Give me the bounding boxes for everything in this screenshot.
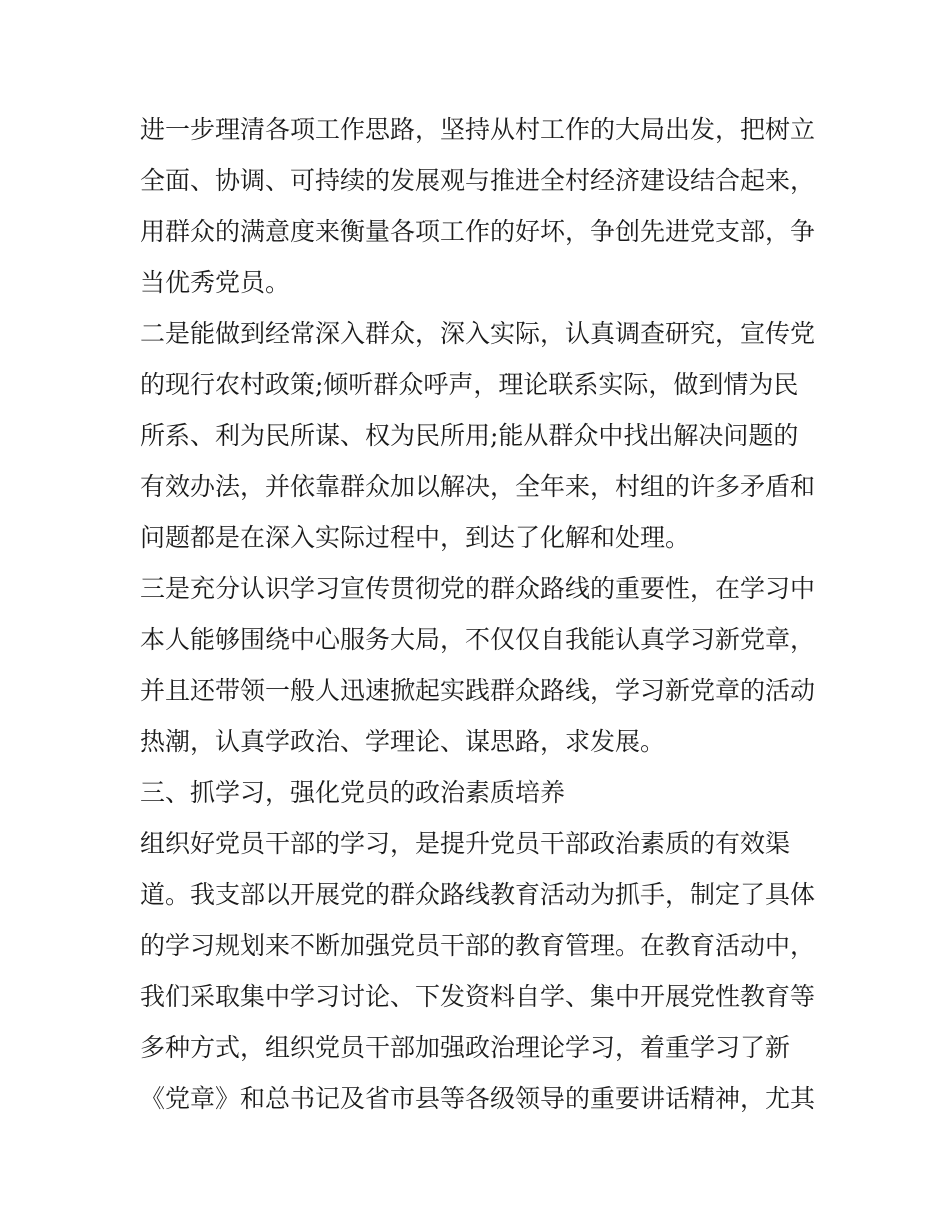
text-line: 本人能够围绕中心服务大局，不仅仅自我能认真学习新党章， [140,625,816,654]
text-line: 问题都是在深入实际过程中，到达了化解和处理。 [140,523,691,552]
section-heading: 三、抓学习，强化党员的政治素质培养 [140,778,566,807]
text-line: 并且还带领一般人迅速掀起实践群众路线，学习新党章的活动 [140,676,816,705]
text-line: 我们采取集中学习讨论、下发资料自学、集中开展党性教育等 [140,982,816,1011]
text-line: 三是充分认识学习宣传贯彻党的群众路线的重要性，在学习中 [140,574,816,603]
text-line: 全面、协调、可持续的发展观与推进全村经济建设结合起来， [140,166,816,195]
text-line: 多种方式，组织党员干部加强政治理论学习，着重学习了新 [140,1033,791,1062]
text-line: 有效办法，并依靠群众加以解决，全年来，村组的许多矛盾和 [140,472,816,501]
text-line: 组织好党员干部的学习，是提升党员干部政治素质的有效渠 [140,829,791,858]
text-line: 的现行农村政策;倾听群众呼声，理论联系实际，做到情为民 [140,370,799,399]
text-line: 热潮，认真学政治、学理论、谋思路，求发展。 [140,727,666,756]
text-line: 二是能做到经常深入群众，深入实际，认真调查研究，宣传党 [140,319,816,348]
text-line: 用群众的满意度来衡量各项工作的好坏，争创先进党支部，争 [140,217,816,246]
document-body [140,104,820,1124]
text-line: 的学习规划来不断加强党员干部的教育管理。在教育活动中， [140,931,816,960]
text-line: 道。我支部以开展党的群众路线教育活动为抓手，制定了具体 [140,880,816,909]
text-line: 《党章》和总书记及省市县等各级领导的重要讲话精神，尤其 [140,1084,816,1113]
text-line: 所系、利为民所谋、权为民所用;能从群众中找出解决问题的 [140,421,799,450]
text-line: 当优秀党员。 [140,268,291,297]
text-line: 进一步理清各项工作思路，坚持从村工作的大局出发，把树立 [140,115,816,144]
